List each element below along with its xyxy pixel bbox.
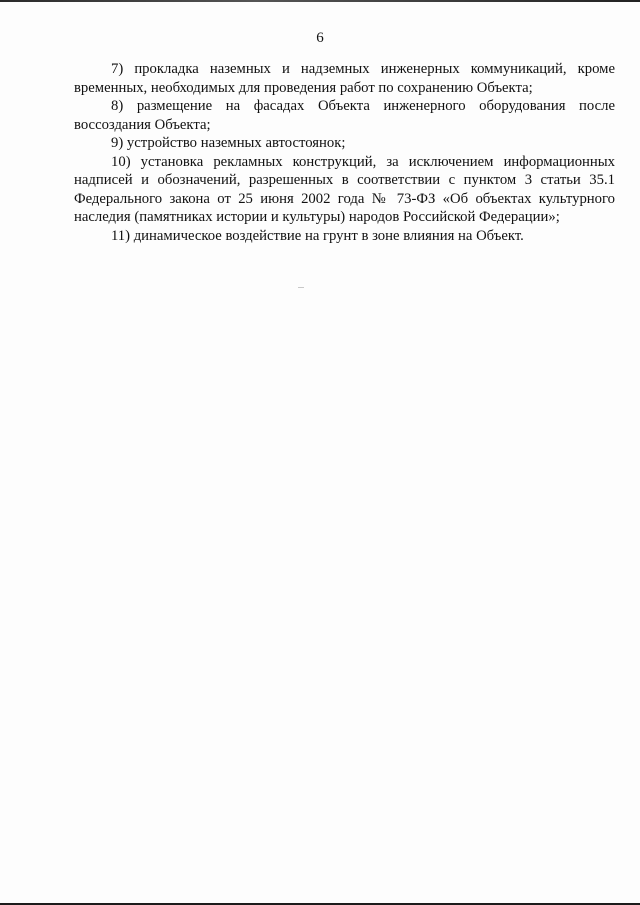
scan-edge-top xyxy=(0,0,640,2)
document-body xyxy=(74,60,615,245)
list-item-7: 7) прокладка наземных и надземных инженерных коммуникаций, кроме временных, необходимых для проведения работ по сохранению Объекта; xyxy=(74,61,615,96)
page-number: 6 xyxy=(316,30,324,46)
list-item-8: 8) размещение на фасадах Объекта инженерного оборудования после воссоздания Объекта; xyxy=(74,98,615,133)
list-item-9: 9) устройство наземных автостоянок; xyxy=(111,135,346,151)
list-item-11: 11) динамическое воздействие на грунт в зоне влияния на Объект. xyxy=(111,227,524,244)
scan-speck xyxy=(298,287,304,288)
list-item-10: 10) установка рекламных конструкций, за исключением информационных надписей и обозначений, разрешенных в соответствии с пунктом 3 статьи 35.1 Федерального закона от 25 июня 2002 года № 73-ФЗ «Об объектах культурного наследия (памятниках истории и культуры) народов Российской Федерации»; xyxy=(74,153,615,225)
